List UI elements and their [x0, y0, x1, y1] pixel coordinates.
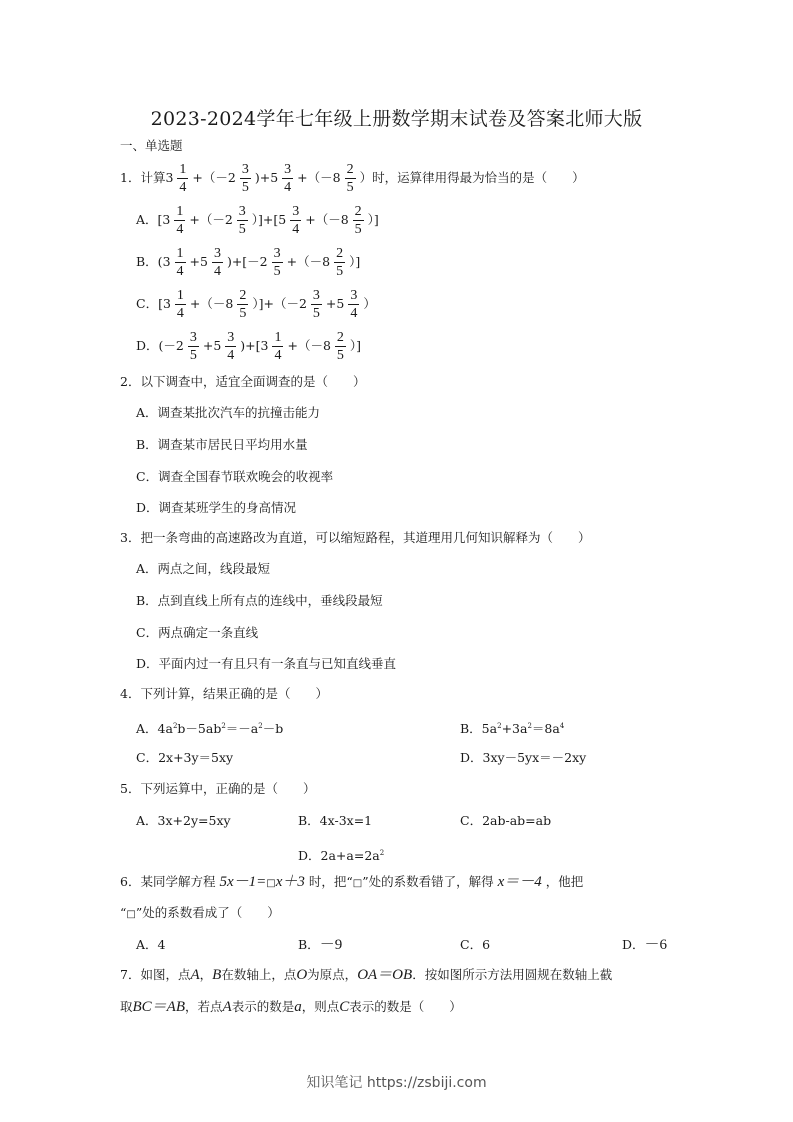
op-text: ）]+[5 [251, 212, 287, 227]
option-label: D．(－2 [136, 338, 184, 353]
fraction-3-5: $\frac{3}{5}$ [312, 288, 320, 321]
exponent: 2 [258, 722, 263, 730]
equation-left: 5x－1= [219, 874, 267, 890]
q7-text: 取 [120, 999, 133, 1014]
fraction-1-4: $\frac{1}{4}$ [176, 288, 184, 321]
op-text: +5 [325, 296, 345, 311]
q6-text: ，他把 [545, 874, 584, 889]
fraction-2-5: $\frac{2}{5}$ [336, 330, 344, 363]
option-text: －b [262, 721, 284, 736]
q7-stem [120, 967, 612, 983]
q7-formula: OA＝OB [357, 967, 413, 983]
q4-option-a [136, 718, 283, 737]
q1-stem [120, 162, 585, 195]
op-text: +（－8 [287, 338, 331, 353]
q6-text: 6．某同学解方程 [120, 874, 216, 889]
q6-text: 时，把“ [308, 874, 353, 889]
q2-option-a: A．调查某批次汽车的抗撞击能力 [136, 405, 321, 420]
fraction-3-4: $\frac{3}{4}$ [292, 204, 300, 237]
fraction-3-5: $\frac{3}{5}$ [273, 246, 281, 279]
fraction-3-4: $\frac{3}{4}$ [213, 246, 221, 279]
q7-text: ，若点 [185, 999, 223, 1014]
q6-stem [120, 874, 583, 892]
q1-option-b [136, 246, 360, 279]
section-heading: 一、单选题 [120, 138, 183, 153]
exponent: 2 [497, 722, 502, 730]
footer-watermark: 知识笔记 https://zsbiji.com [306, 1075, 487, 1091]
fraction-3-4: $\frac{3}{4}$ [350, 288, 358, 321]
op-text: ）] [349, 338, 362, 353]
op-text: ）] [367, 212, 379, 227]
op-text: ）] [349, 254, 361, 269]
q1-stem-suffix: 时，运算律用得最为恰当的是（ ） [372, 170, 585, 185]
point-a: A [190, 967, 200, 983]
q5-stem: 5．下列运算中，正确的是（ ） [120, 781, 316, 796]
exponent: 2 [379, 849, 385, 857]
op-text: +（－2 [189, 212, 233, 227]
blank-box-icon: □ [352, 878, 363, 889]
option-label: B． [298, 937, 320, 952]
q6-option-b [298, 937, 342, 953]
op-text: )+[3 [240, 338, 269, 353]
q3-option-d: D．平面内过一有且只有一条直与已知直线垂直 [136, 656, 397, 671]
op-text: +（－8 [286, 254, 331, 269]
op-text: +（－8 [297, 170, 341, 185]
q4-option-c: C．2x+3y＝5xy [136, 750, 234, 765]
q2-option-c: C．调查全国春节联欢晚会的收视率 [136, 469, 334, 484]
option-label: D． [622, 937, 645, 952]
exponent: 2 [172, 722, 178, 730]
q6-option-c: C．6 [460, 937, 491, 952]
solution-value: x＝－4 [497, 874, 542, 890]
q3-option-c: C．两点确定一条直线 [136, 625, 259, 640]
q7-stem-line2 [120, 999, 462, 1015]
option-text: D．2a+a=2a [298, 848, 380, 863]
q6-text: “ [120, 905, 127, 920]
q5-option-d [298, 845, 384, 864]
exponent: 2 [221, 722, 226, 730]
q6-text: ”处的系数看成了（ ） [135, 905, 280, 920]
fraction-3-4: $\frac{3}{4}$ [284, 162, 292, 195]
op-text: +（－8 [189, 296, 234, 311]
fraction-1-4: $\frac{1}{4}$ [176, 246, 184, 279]
q3-option-a: A．两点之间，线段最短 [136, 561, 271, 576]
option-text: A．4a [136, 721, 173, 736]
option-text: ＝8a [531, 721, 560, 736]
op-text: ） [359, 170, 373, 185]
q6-option-d [622, 937, 667, 953]
q6-stem-line2 [120, 905, 280, 923]
q7-text: ．按如图所示方法用圆规在数轴上截 [412, 967, 613, 982]
q3-stem: 3．把一条弯曲的高速路改为直道，可以缩短路程，其道理用几何知识解释为（ ） [120, 530, 591, 545]
op-text: +（－8 [305, 212, 349, 227]
q2-stem: 2．以下调查中，适宜全面调查的是（ ） [120, 374, 366, 389]
fraction-3-5: $\frac{3}{5}$ [238, 204, 246, 237]
fraction-2-5: $\frac{2}{5}$ [346, 162, 354, 195]
q5-option-c: C．2ab-ab=ab [460, 813, 552, 828]
op-text: )+5 [254, 170, 279, 185]
option-label: C．[3 [136, 296, 171, 311]
op-text: +5 [189, 254, 208, 269]
op-text: ） [363, 296, 376, 311]
q3-option-b: B．点到直线上所有点的连线中，垂线段最短 [136, 593, 383, 608]
fraction-3-5: $\frac{3}{5}$ [241, 162, 249, 195]
op-text: +（－2 [192, 170, 236, 185]
q7-text: 7．如图，点 [120, 967, 191, 982]
q7-formula: BC＝AB [132, 999, 186, 1015]
fraction-2-5: $\frac{2}{5}$ [239, 288, 247, 321]
option-text: b－5ab [177, 721, 222, 736]
option-text: B．5a [460, 721, 498, 736]
option-value: －9 [319, 937, 343, 953]
option-label: B．(3 [136, 254, 171, 269]
variable-a: a [294, 999, 302, 1015]
q7-text: 表示的数是（ ） [349, 999, 462, 1014]
option-text: ＝－a [225, 721, 259, 736]
q5-option-a: A．3x+2y=5xy [136, 813, 231, 828]
point-b: B [212, 967, 222, 983]
q1-option-d [136, 330, 361, 363]
q5-option-b: B．4x-3x=1 [298, 813, 373, 828]
q1-stem-prefix: 1．计算3 [120, 170, 174, 185]
exponent: 2 [527, 722, 532, 730]
blank-box-icon: □ [126, 909, 136, 920]
point-o: O [296, 967, 308, 983]
option-value: －6 [644, 937, 668, 953]
q7-text: 表示的数是 [231, 999, 295, 1014]
fraction-2-5: $\frac{2}{5}$ [354, 204, 362, 237]
q1-option-a [136, 204, 379, 237]
option-label: A．[3 [136, 212, 171, 227]
q2-option-d: D．调查某班学生的身高情况 [136, 500, 297, 515]
fraction-2-5: $\frac{2}{5}$ [336, 246, 344, 279]
blank-box-icon: □ [266, 878, 276, 889]
q6-text: ”处的系数看错了，解得 [362, 874, 494, 889]
q1-option-c [136, 288, 376, 321]
fraction-1-4: $\frac{1}{4}$ [274, 330, 282, 363]
op-text: ）]+（－2 [252, 296, 307, 311]
q7-text: 在数轴上，点 [221, 967, 297, 982]
op-text: )+[－2 [226, 254, 268, 269]
point-c: C [339, 999, 350, 1015]
equation-right: x＋3 [275, 874, 305, 890]
q2-option-b: B．调查某市居民日平均用水量 [136, 437, 308, 452]
fraction-1-4: $\frac{1}{4}$ [176, 204, 184, 237]
document-title: 2023-2024学年七年级上册数学期末试卷及答案北师大版 [150, 108, 643, 130]
point-a: A [222, 999, 232, 1015]
q4-option-d: D．3xy－5yx＝－2xy [460, 750, 587, 765]
q4-stem: 4．下列计算，结果正确的是（ ） [120, 686, 328, 701]
q7-text: ，则点 [301, 999, 340, 1014]
fraction-1-4: $\frac{1}{4}$ [179, 162, 187, 195]
q4-option-b [460, 718, 564, 737]
fraction-3-5: $\frac{3}{5}$ [189, 330, 197, 363]
exponent: 4 [559, 722, 565, 730]
q6-option-a: A．4 [136, 937, 166, 952]
q7-text: 为原点， [307, 967, 358, 982]
op-text: +5 [202, 338, 222, 353]
fraction-3-4: $\frac{3}{4}$ [227, 330, 235, 363]
option-text: +3a [501, 721, 528, 736]
q7-text: ， [199, 967, 213, 982]
